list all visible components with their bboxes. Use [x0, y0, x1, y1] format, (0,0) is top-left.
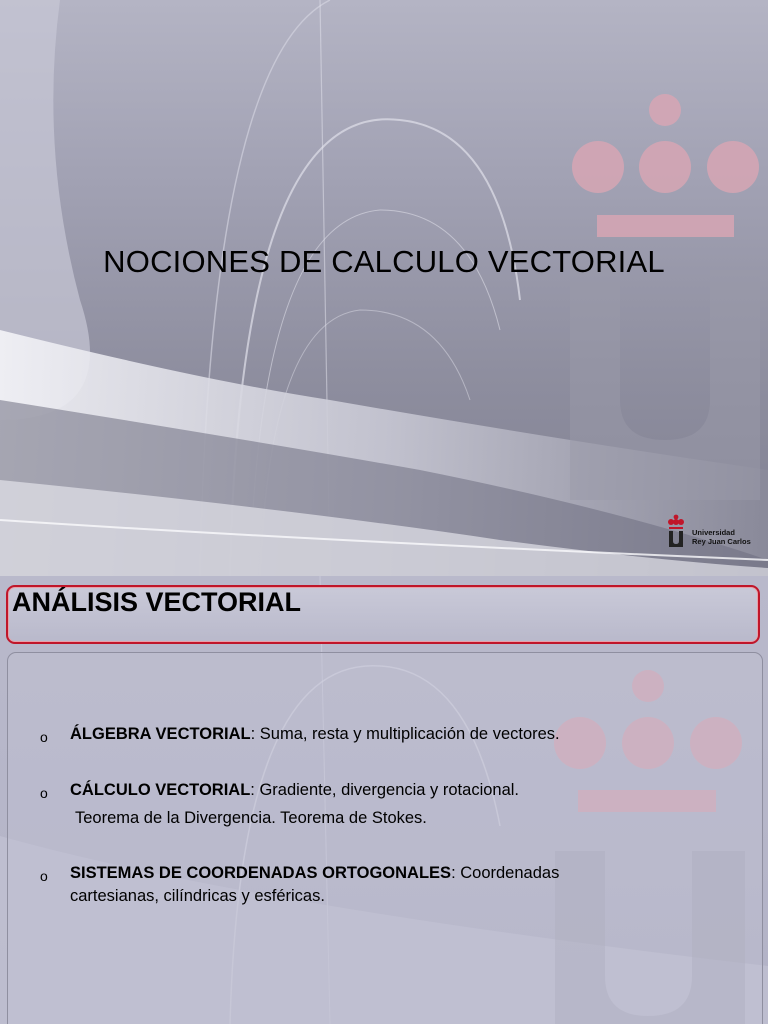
item-text: : Gradiente, divergencia y rotacional. — [250, 781, 520, 799]
list-item — [70, 862, 559, 885]
bullet-marker: o — [40, 868, 48, 884]
logo-line-2: Rey Juan Carlos — [692, 537, 751, 546]
item-heading: CÁLCULO VECTORIAL — [70, 781, 251, 799]
item-text: : Coordenadas — [451, 864, 560, 882]
slide-title: NOCIONES DE CALCULO VECTORIAL — [103, 244, 665, 279]
item-continuation: cartesianas, cilíndricas y esféricas. — [70, 887, 325, 905]
logo-line-1: Universidad — [692, 528, 735, 537]
item-heading: SISTEMAS DE COORDENADAS ORTOGONALES — [70, 864, 452, 882]
bullet-marker: o — [40, 785, 48, 801]
list-item — [70, 779, 519, 802]
university-watermark-logo — [570, 94, 760, 500]
slide-title: ANÁLISIS VECTORIAL — [12, 587, 302, 617]
bullet-marker: o — [40, 729, 48, 745]
list-item — [70, 723, 560, 746]
item-heading: ÁLGEBRA VECTORIAL — [70, 725, 251, 743]
item-continuation: Teorema de la Divergencia. Teorema de Stokes. — [75, 809, 427, 827]
item-text: : Suma, resta y multiplicación de vectores. — [250, 725, 560, 743]
university-name — [692, 528, 751, 546]
content-box — [7, 652, 763, 1024]
content-slide — [0, 576, 768, 1024]
